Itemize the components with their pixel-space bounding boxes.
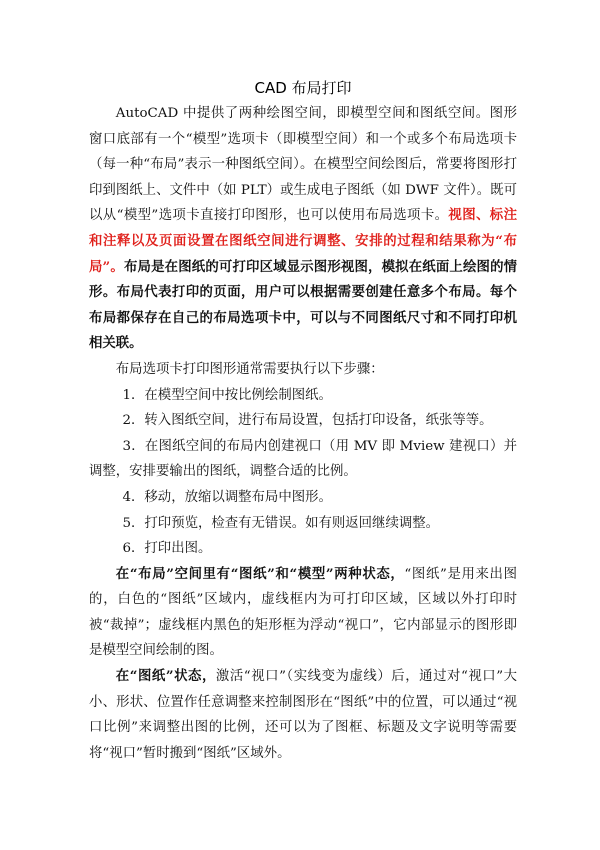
step-item-5: 5．打印预览，检查有无错误。如有则返回继续调整。	[122, 515, 440, 531]
page-title: CAD 布局打印	[254, 79, 352, 97]
step-item-6: 6．打印出图。	[122, 541, 212, 557]
layout-space-text: “图纸”是用来出图的，白色的“图纸”区域内，虚线框内为可打印区域，区域以外打印时被“裁掉”；虚线框内黑色的矩形框为浮动“视口”，它内部显示的图形即是模型空间绘制的图。	[89, 566, 517, 659]
step-item-4: 4．移动，放缩以调整布局中图形。	[122, 489, 332, 505]
intro-text: AutoCAD 中提供了两种绘图空间，即模型空间和图纸空间。图形窗口底部有一个“模型”选项卡（即模型空间）和一个或多个布局选项卡（每一种“布局”表示一种图纸空间）。在模型空间绘图后，常要将图形打印到图纸上、文件中（如 PLT）或生成电子图纸（如 DWF 文件）。既可以从“模型”选项卡直接打印图形，也可以使用布局选项卡。	[89, 106, 517, 224]
intro-red-highlight: 视图、标注和注释以及页面设置在图纸空间进行调整、安排的过程和结果称为“布局”。	[89, 207, 517, 275]
steps-intro: 布局选项卡打印图形通常需要执行以下步骤：	[115, 361, 384, 377]
paper-state-lead: 在“图纸”状态，	[115, 668, 216, 685]
layout-space-lead: 在“布局”空间里有“图纸”和“模型”两种状态，	[115, 565, 405, 582]
step-item-3: 3．在图纸空间的布局内创建视口（用 MV 即 Mview 建视口）并调整，安排要输出的图纸，调整合适的比例。	[89, 438, 517, 480]
layout-space-paragraph	[89, 562, 517, 664]
step-item-1: 1．在模型空间中按比例绘制图纸。	[122, 387, 332, 403]
document-page	[89, 76, 517, 766]
paper-state-text: 激活“视口”（实线变为虚线）后，通过对“视口”大小、形状、位置作任意调整来控制图形在“图纸”中的位置，可以通过“视口比例”来调整出图的比例，还可以为了图框、标题及文字说明等需要将“视口”暂时搬到“图纸”区域外。	[89, 669, 517, 761]
intro-paragraph	[89, 101, 517, 357]
paper-state-paragraph	[89, 664, 517, 766]
step-item-2: 2．转入图纸空间，进行布局设置，包括打印设备，纸张等等。	[122, 413, 493, 429]
intro-bold-text: 布局是在图纸的可打印区域显示图形视图，模拟在纸面上绘图的情形。布局代表打印的页面，用户可以根据需要创建任意多个布局。每个布局都保存在自己的布局选项卡中，可以与不同图纸尺寸和不同打印机相关联。	[89, 258, 518, 352]
